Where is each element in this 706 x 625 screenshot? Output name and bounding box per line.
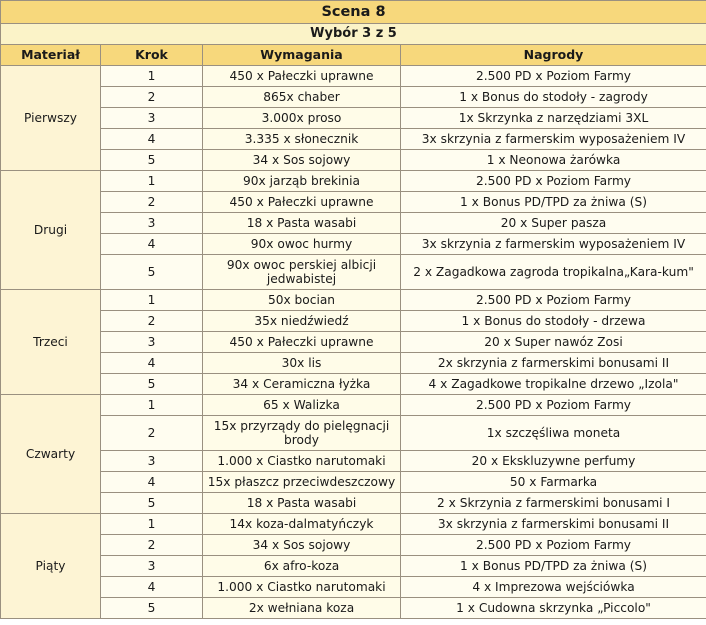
reward-cell: 2.500 PD x Poziom Farmy <box>401 535 706 556</box>
reward-cell: 20 x Ekskluzywne perfumy <box>401 451 706 472</box>
reward-cell: 1 x Bonus do stodoły - drzewa <box>401 311 706 332</box>
requirement-cell: 90x owoc hurmy <box>203 234 401 255</box>
requirement-cell: 18 x Pasta wasabi <box>203 213 401 234</box>
step-cell: 5 <box>101 255 203 290</box>
step-cell: 3 <box>101 108 203 129</box>
step-cell: 4 <box>101 129 203 150</box>
requirement-cell: 15x przyrządy do pielęgnacji brody <box>203 416 401 451</box>
requirement-cell: 50x bocian <box>203 290 401 311</box>
requirement-cell: 90x owoc perskiej albicji jedwabistej <box>203 255 401 290</box>
step-cell: 1 <box>101 171 203 192</box>
requirement-cell: 14x koza-dalmatyńczyk <box>203 514 401 535</box>
material-cell: Trzeci <box>1 290 101 395</box>
requirement-cell: 15x płaszcz przeciwdeszczowy <box>203 472 401 493</box>
requirement-cell: 450 x Pałeczki uprawne <box>203 66 401 87</box>
requirement-cell: 34 x Sos sojowy <box>203 535 401 556</box>
header-step: Krok <box>101 45 203 66</box>
material-cell: Piąty <box>1 514 101 619</box>
reward-cell: 1 x Bonus PD/TPD za żniwa (S) <box>401 192 706 213</box>
requirement-cell: 450 x Pałeczki uprawne <box>203 192 401 213</box>
step-cell: 2 <box>101 192 203 213</box>
requirement-cell: 65 x Walizka <box>203 395 401 416</box>
step-cell: 4 <box>101 577 203 598</box>
step-cell: 2 <box>101 416 203 451</box>
step-cell: 5 <box>101 598 203 619</box>
header-material: Materiał <box>1 45 101 66</box>
step-cell: 4 <box>101 234 203 255</box>
material-cell: Pierwszy <box>1 66 101 171</box>
step-cell: 5 <box>101 493 203 514</box>
reward-cell: 1x Skrzynka z narzędziami 3XL <box>401 108 706 129</box>
reward-cell: 4 x Zagadkowe tropikalne drzewo „Izola" <box>401 374 706 395</box>
step-cell: 1 <box>101 514 203 535</box>
step-cell: 1 <box>101 395 203 416</box>
reward-cell: 3x skrzynia z farmerskim wyposażeniem IV <box>401 129 706 150</box>
material-cell: Czwarty <box>1 395 101 514</box>
reward-cell: 1 x Bonus do stodoły - zagrody <box>401 87 706 108</box>
requirement-cell: 18 x Pasta wasabi <box>203 493 401 514</box>
step-cell: 1 <box>101 290 203 311</box>
step-cell: 4 <box>101 472 203 493</box>
scene-title: Scena 8 <box>1 1 706 24</box>
step-cell: 1 <box>101 66 203 87</box>
reward-cell: 3x skrzynia z farmerskim wyposażeniem IV <box>401 234 706 255</box>
step-cell: 5 <box>101 150 203 171</box>
header-rewards: Nagrody <box>401 45 706 66</box>
requirement-cell: 1.000 x Ciastko narutomaki <box>203 451 401 472</box>
reward-cell: 50 x Farmarka <box>401 472 706 493</box>
step-cell: 4 <box>101 353 203 374</box>
requirement-cell: 865x chaber <box>203 87 401 108</box>
reward-cell: 1 x Bonus PD/TPD za żniwa (S) <box>401 556 706 577</box>
requirement-cell: 30x lis <box>203 353 401 374</box>
step-cell: 3 <box>101 213 203 234</box>
reward-cell: 3x skrzynia z farmerskimi bonusami II <box>401 514 706 535</box>
step-cell: 2 <box>101 535 203 556</box>
requirement-cell: 6x afro-koza <box>203 556 401 577</box>
header-requirements: Wymagania <box>203 45 401 66</box>
reward-cell: 2x skrzynia z farmerskimi bonusami II <box>401 353 706 374</box>
requirement-cell: 34 x Ceramiczna łyżka <box>203 374 401 395</box>
step-cell: 5 <box>101 374 203 395</box>
requirement-cell: 2x wełniana koza <box>203 598 401 619</box>
requirement-cell: 3.000x proso <box>203 108 401 129</box>
step-cell: 2 <box>101 87 203 108</box>
reward-cell: 2.500 PD x Poziom Farmy <box>401 171 706 192</box>
reward-cell: 1x szczęśliwa moneta <box>401 416 706 451</box>
reward-cell: 1 x Cudowna skrzynka „Piccolo" <box>401 598 706 619</box>
requirement-cell: 90x jarząb brekinia <box>203 171 401 192</box>
reward-cell: 2 x Skrzynia z farmerskimi bonusami I <box>401 493 706 514</box>
reward-cell: 4 x Imprezowa wejściówka <box>401 577 706 598</box>
step-cell: 3 <box>101 451 203 472</box>
reward-cell: 2.500 PD x Poziom Farmy <box>401 395 706 416</box>
reward-cell: 1 x Neonowa żarówka <box>401 150 706 171</box>
reward-cell: 2 x Zagadkowa zagroda tropikalna„Kara-kum" <box>401 255 706 290</box>
requirement-cell: 450 x Pałeczki uprawne <box>203 332 401 353</box>
requirement-cell: 1.000 x Ciastko narutomaki <box>203 577 401 598</box>
step-cell: 3 <box>101 556 203 577</box>
step-cell: 2 <box>101 311 203 332</box>
reward-cell: 20 x Super pasza <box>401 213 706 234</box>
step-cell: 3 <box>101 332 203 353</box>
reward-cell: 2.500 PD x Poziom Farmy <box>401 290 706 311</box>
requirement-cell: 3.335 x słonecznik <box>203 129 401 150</box>
material-cell: Drugi <box>1 171 101 290</box>
requirement-cell: 35x niedźwiedź <box>203 311 401 332</box>
choice-subtitle: Wybór 3 z 5 <box>1 24 706 45</box>
reward-cell: 2.500 PD x Poziom Farmy <box>401 66 706 87</box>
requirement-cell: 34 x Sos sojowy <box>203 150 401 171</box>
reward-cell: 20 x Super nawóz Zosi <box>401 332 706 353</box>
